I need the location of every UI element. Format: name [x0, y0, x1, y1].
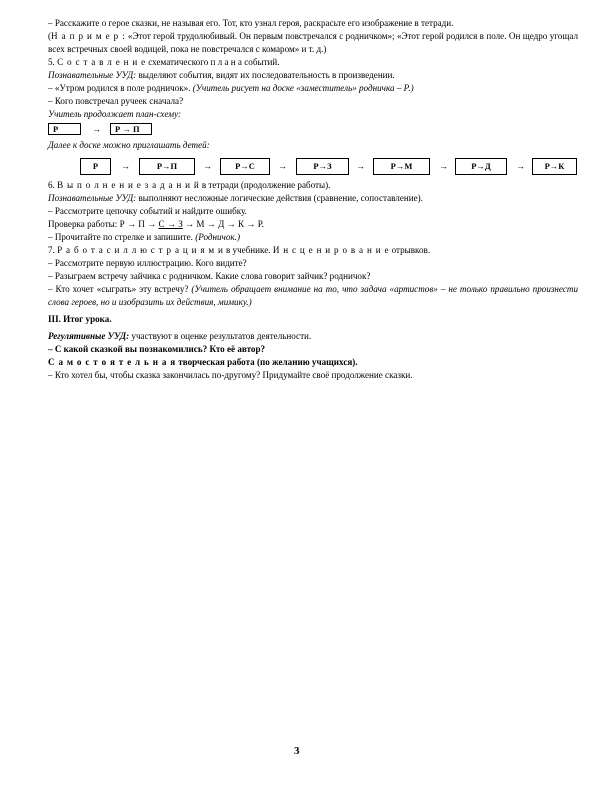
section-title-spaced: Р а б о т а с и л л ю с т р а ц и я м и	[57, 245, 224, 255]
heading-section-6	[48, 179, 578, 192]
paragraph-question-6	[48, 270, 578, 283]
paragraph-uud-regulative	[48, 330, 578, 343]
document-page	[48, 17, 578, 382]
text-example: «Этот герой трудолюбивый. Он первым повстречался с родничком»; «Этот герой родился в поле. Он щедро угощал всех встречных своей водицей, пока не повстречался с комаром» и т. д.)	[48, 31, 578, 54]
scheme-box: Р→К	[532, 158, 577, 175]
scheme-box: Р	[48, 123, 81, 135]
check-chain-end: → М → Д → К → Р.	[182, 219, 264, 229]
self-work-rest: творческая работа (по желанию учащихся).	[175, 357, 358, 367]
section-title-spaced: С о с т а в л е н и е	[57, 57, 146, 67]
scheme-box: Р→П	[139, 158, 195, 175]
paragraph-question-4	[48, 231, 578, 244]
scheme-box: Р→С	[220, 158, 270, 175]
paragraph-question-8	[48, 343, 578, 356]
heading-lesson-summary	[48, 313, 578, 326]
arrow-right-icon: →	[516, 161, 525, 171]
self-work-spaced: С а м о с т о я т е л ь н а я	[48, 357, 176, 367]
question-text: – Рассмотрите первую иллюстрацию. Кого видите?	[48, 258, 247, 268]
paragraph-retell	[48, 17, 578, 30]
question-text: – Рассмотрите цепочку событий и найдите ошибку.	[48, 206, 247, 216]
paragraph-question-5	[48, 257, 578, 270]
text-example-label: Н а п р и м е р :	[51, 31, 126, 41]
section-number: 6.	[48, 180, 55, 190]
paragraph-example	[48, 30, 578, 56]
paragraph-note-3	[48, 139, 578, 152]
heading-section-7	[48, 244, 578, 257]
question-text: – Прочитайте по стрелке и запишите.	[48, 232, 196, 242]
uud-text: выделяют события, видят их последовательность в произведении.	[136, 70, 395, 80]
arrow-right-icon: →	[439, 161, 448, 171]
scheme-box: Р	[80, 158, 111, 175]
section-number: 5.	[48, 57, 55, 67]
question-text: – Кого повстречал ручеек сначала?	[48, 96, 184, 106]
page-number: 3	[294, 745, 300, 757]
section-title-rest: в тетради (продолжение работы).	[199, 180, 331, 190]
arrow-right-icon: →	[278, 161, 287, 171]
answer-note: (Родничок.)	[195, 232, 240, 242]
paragraph-question-9	[48, 369, 578, 382]
teacher-note: (Учитель обращает внимание на то, что задача «артистов» – не только правильно произнести слова героев, но и изобразить их действия, мимику.)	[48, 284, 578, 307]
uud-text: выполняют несложные логические действия (сравнение, сопоставление).	[136, 193, 423, 203]
section-title-spaced: В ы п о л н е н и е з а д а н и й	[57, 180, 200, 190]
scheme-box: Р→М	[373, 158, 430, 175]
question-text: – Кто хочет «сыграть» эту встречу?	[48, 284, 192, 294]
check-chain-error: С → З	[158, 219, 183, 229]
arrow-right-icon: →	[92, 123, 101, 134]
section-title-mid: в учебнике.	[223, 245, 273, 255]
paragraph-question-7	[48, 283, 578, 309]
paragraph-note-2	[48, 108, 578, 121]
section-title: III. Итог урока.	[48, 314, 112, 324]
teacher-note: (Учитель рисует на доске «заместитель» родничка – Р.)	[192, 83, 414, 93]
uud-text: участвуют в оценке результатов деятельности.	[129, 331, 312, 341]
text-open-paren: (	[48, 31, 52, 41]
uud-label: Регулятивные УУД:	[48, 331, 130, 341]
plan-scheme-row-1	[48, 122, 578, 136]
section-title-rest: схематического п л а н а событий.	[145, 57, 280, 67]
question-text: – Кто хотел бы, чтобы сказка закончилась по-другому? Придумайте своё продолжение сказки.	[48, 370, 413, 380]
paragraph-self-work	[48, 356, 578, 369]
paragraph-question-3	[48, 205, 578, 218]
paragraph-question-2	[48, 95, 578, 108]
arrow-right-icon: →	[356, 161, 365, 171]
arrow-right-icon: →	[203, 161, 212, 171]
uud-label: Познавательные УУД:	[48, 193, 137, 203]
section-title-spaced-2: И н с ц е н и р о в а н и е	[272, 245, 390, 255]
arrow-right-icon: →	[121, 161, 130, 171]
text-retell: – Расскажите о герое сказки, не называя его. Тот, кто узнал героя, раскрасьте его изображение в тетради.	[48, 18, 454, 28]
uud-label: Познавательные УУД:	[48, 70, 137, 80]
paragraph-question-1	[48, 82, 578, 95]
section-title-rest: отрывков.	[389, 245, 431, 255]
section-number: 7.	[48, 245, 55, 255]
paragraph-uud-cognitive-2	[48, 192, 578, 205]
paragraph-check	[48, 218, 578, 231]
plan-scheme-row-2	[48, 156, 578, 176]
check-label: Проверка работы:	[48, 219, 120, 229]
question-text: – «Утром родился в поле родничок».	[48, 83, 193, 93]
scheme-box: Р→Д	[455, 158, 507, 175]
question-text: – Разыграем встречу зайчика с родничком. Какие слова говорит зайчик? родничок?	[48, 271, 371, 281]
question-text: – С какой сказкой вы познакомились? Кто её автор?	[48, 344, 266, 354]
scheme-box: Р → П	[110, 123, 152, 135]
paragraph-uud-cognitive	[48, 69, 578, 82]
teacher-note: Далее к доске можно приглашать детей:	[48, 140, 210, 150]
heading-section-5	[48, 56, 578, 69]
check-chain-start: Р → П →	[119, 219, 159, 229]
scheme-box: Р→З	[296, 158, 349, 175]
teacher-note: Учитель продолжает план-схему:	[48, 109, 182, 119]
